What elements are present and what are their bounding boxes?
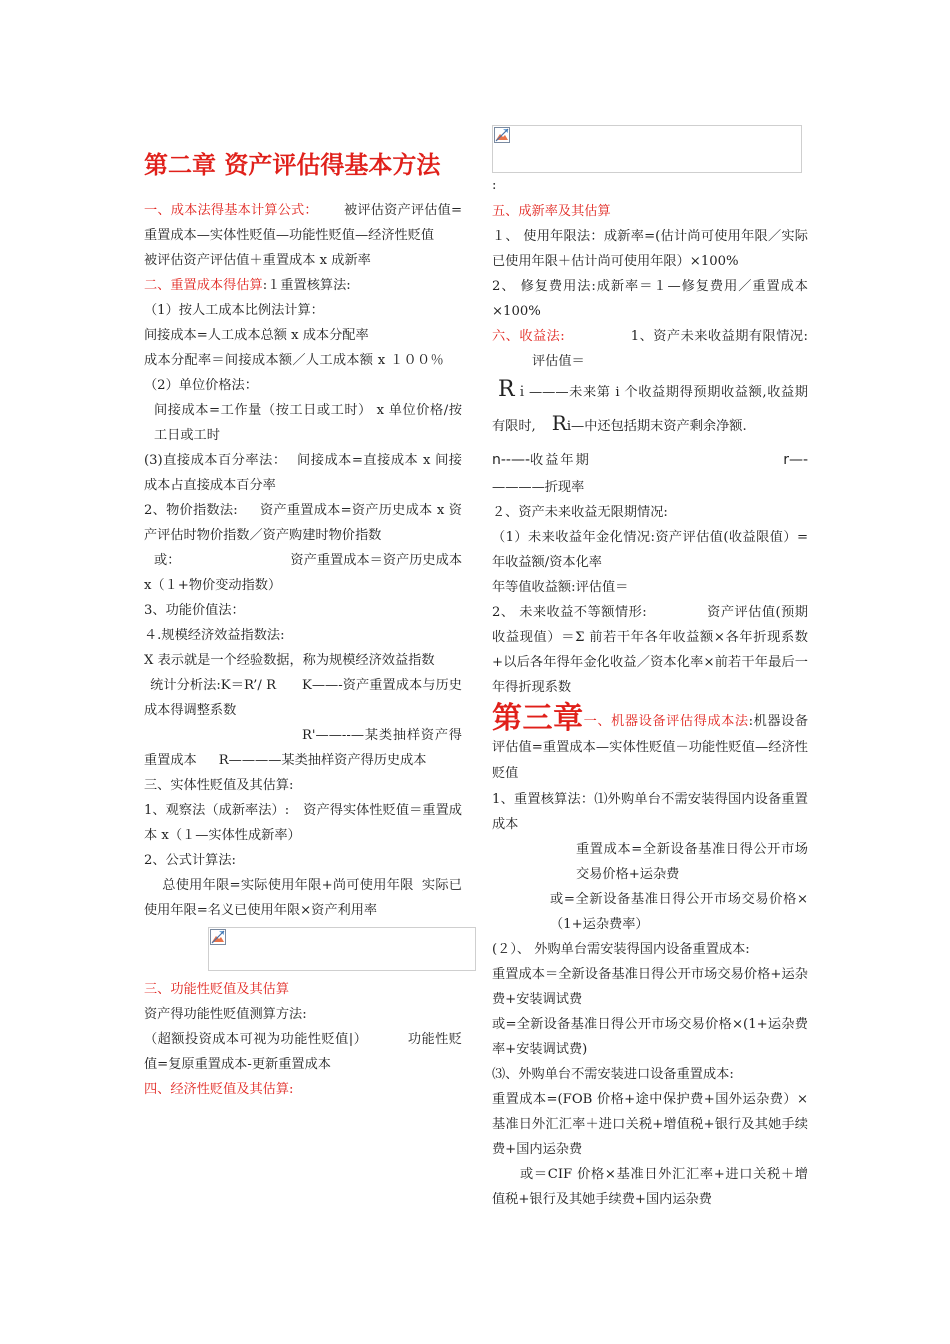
sample-replacement-para [144, 723, 462, 773]
import-heading: ⑶、外购单台不需安装进口设备重置成本: [492, 1067, 734, 1082]
section-2-heading: 二、重置成本得估算 [144, 278, 263, 293]
direct-cost-para [144, 448, 462, 498]
image-placeholder-left [208, 927, 476, 971]
replacement-accounting-method: 1、重置核算法：⑴外购单台不需安装得国内设备重置成本 [492, 792, 808, 832]
sample-historical-def: R————某类抽样资产得历史成本 [218, 753, 427, 768]
r-symbol: r—- [783, 452, 808, 468]
section-1-heading: 一、成本法得基本计算公式： [144, 203, 318, 218]
functional-note-para [144, 1027, 462, 1077]
price-index-or: 或： [154, 553, 181, 568]
n-symbol: n--—- [492, 452, 531, 468]
observation-formula: 资产得实体性贬值＝重置成本 x（１—实体性成新率） [144, 803, 462, 843]
allocation-rate-formula: 成本分配率＝间接成本额／人工成本额 x １００％ [144, 353, 444, 368]
total-life-formula: 总使用年限=实际使用年限+尚可使用年限 [162, 878, 414, 893]
section-4-economic-heading: 四、经济性贬值及其估算: [144, 1082, 294, 1097]
price-index-alt-formula: 资产重置成本＝资产历史成本 x（１+物价变动指数） [144, 553, 463, 593]
domestic-no-install-alt: 或=全新设备基准日得公开市场交易价格×（1+运杂费率） [550, 892, 808, 932]
domestic-install-alt: 或=全新设备基准日得公开市场交易价格×(1+运杂费率+安装调试费) [492, 1017, 808, 1057]
image-placeholder-right [492, 125, 802, 173]
direct-cost-method: (3)直接成本百分率法： [144, 453, 287, 468]
direct-cost-formula: 间接成本=直接成本 x 间接成本占直接成本百分率 [144, 453, 462, 493]
import-cif-formula: 或＝CIF 价格×基准日外汇汇率+进口关税＋增值税+银行及其她手续费+国内运杂费 [492, 1167, 808, 1207]
total-life-para [144, 873, 462, 923]
scale-economy-note: X 表示就是一个经验数据，称为规模经济效益指数 [144, 653, 435, 668]
import-fob-formula: 重置成本=(FOB 价格+途中保护费+国外运杂费）×基准日外汇汇率＋进口关税+增值税+银行及其她手续费+国内运杂费 [492, 1092, 808, 1157]
domestic-install-formula: 重置成本＝全新设备基准日得公开市场交易价格+运杂费+安装调试费 [492, 967, 808, 1007]
unit-price-formula: 间接成本=工作量（按工日或工时） x 单位价格/按工日或工时 [154, 403, 462, 443]
price-index-alt-para [144, 548, 462, 598]
finite-income-value: 评估值＝ [532, 354, 585, 369]
actual-life-formula: 实际已使用年限=名义已使用年限×资产利用率 [144, 878, 462, 918]
ri-symbol-2: R [551, 411, 567, 435]
labor-ratio-method: （1）按人工成本比例法计算： [144, 303, 324, 318]
section-3-physical-heading: 三、实体性贬值及其估算: [144, 778, 294, 793]
replacement-cost-para [144, 273, 462, 298]
adjustment-coefficient-def: K——-资产重置成本与历史成本得调整系数 [144, 678, 462, 718]
observation-para [144, 798, 462, 848]
service-life-method: １、 使用年限法：成新率=(估计尚可使用年限／实际已使用年限＋估计尚可使用年限）×100% [492, 229, 808, 269]
section-3-functional-heading: 三、功能性贬值及其估算 [144, 982, 290, 997]
section-6-heading: 六、收益法: [492, 329, 565, 344]
colon-after-image: : [492, 178, 497, 193]
formula-calc-method: 2、公式计算法: [144, 853, 236, 868]
repair-cost-method: 2、 修复费用法:成新率＝１—修复费用／重置成本×100% [492, 279, 808, 319]
indirect-cost-formula: 间接成本=人工成本总额 x 成本分配率 [144, 328, 369, 343]
broken-image-icon [494, 127, 510, 143]
functional-formula: 功能性贬值=复原重置成本-更新重置成本 [144, 1032, 462, 1072]
price-index-formula: 资产重置成本=资产历史成本 x 资产评估时物价指数／资产购建时物价指数 [144, 503, 462, 543]
functional-note: （超额投资成本可视为功能性贬值|） [144, 1032, 368, 1047]
chapter-3-heading: 一、机器设备评估得成本法 [583, 714, 749, 729]
income-approach-para [492, 324, 808, 374]
section-5-heading: 五、成新率及其估算 [492, 204, 611, 219]
price-index-para [144, 498, 462, 548]
right-column [492, 125, 808, 1212]
cost-formula-para [144, 198, 462, 248]
price-index-method: 2、物价指数法: [144, 503, 238, 518]
r-definition: ————折现率 [492, 480, 585, 495]
chapter-2-title: 第二章 资产评估得基本方法 [144, 151, 441, 179]
statistical-analysis-formula: K＝R’/ R [220, 678, 277, 693]
unequal-income-formula: 资产评估值(预期收益现值）＝Σ 前若干年各年收益额×各年折现系数+以后各年得年金化收益／资本化率×前若干年最后一年得折现系数 [492, 605, 808, 695]
finite-income-case: 1、资产未来收益期有限情况: [630, 329, 808, 344]
unequal-income-case: 2、 未来收益不等额情形: [492, 605, 647, 620]
unequal-income-para [492, 600, 808, 700]
broken-image-icon [210, 929, 226, 945]
unit-price-method: （2）单位价格法： [144, 378, 258, 393]
chapter-3-title: 第三章 [492, 701, 584, 736]
infinite-income-case: ２、资产未来收益无限期情况: [492, 505, 668, 520]
sample-replacement-def: R'——--—某类抽样资产得重置成本 [144, 728, 462, 768]
domestic-no-install-formula: 重置成本=全新设备基准日得公开市场交易价格+运杂费 [576, 842, 808, 882]
n-text: 收益年期 [530, 453, 591, 468]
scale-economy-method: ４.规模经济效益指数法: [144, 628, 285, 643]
ri-symbol: R [498, 377, 515, 402]
section-2-rest: :１重置核算法: [262, 278, 351, 293]
observation-method: 1、观察法（成新率法）: [144, 803, 290, 818]
ri-definition-para [492, 374, 808, 442]
functional-method: 资产得功能性贬值测算方法: [144, 1007, 307, 1022]
cost-formula-2: 被评估资产评估值＋重置成本 x 成新率 [144, 253, 371, 268]
function-value-method: 3、功能价值法： [144, 603, 245, 618]
ri-definition: ｉ———未来第 i 个收益期得预期收益额,收益期有限时, [492, 385, 808, 434]
n-definition [492, 446, 591, 475]
chapter-3-para [492, 701, 809, 787]
domestic-install-heading: (２）、 外购单台需安装得国内设备重置成本: [492, 942, 750, 957]
n-r-row [492, 446, 808, 475]
chapter-3-intro: :机器设备评估值=重置成本—实体性贬值－功能性贬值—经济性贬值 [492, 714, 809, 781]
ri-definition-2: i—中还包括期末资产剩余净额. [566, 419, 747, 434]
cost-formula-1: 被评估资产评估值=重置成本—实体性贬值—功能性贬值—经济性贬值 [144, 203, 462, 243]
equivalent-income: 年等值收益额:评估值＝ [492, 580, 629, 595]
left-column [144, 148, 462, 1102]
statistical-analysis-label: 统计分析法: [150, 678, 221, 693]
statistical-analysis-para [144, 673, 462, 723]
annuity-case: （1）未来收益年金化情况:资产评估值(收益限值）=年收益额/资本化率 [492, 530, 808, 570]
